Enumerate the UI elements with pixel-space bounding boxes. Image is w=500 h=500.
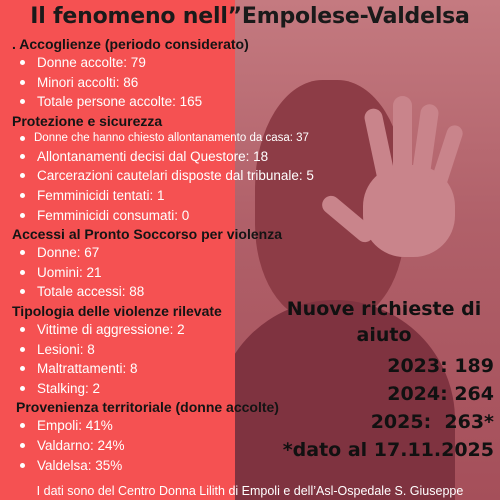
- section-heading: Protezione e sicurezza: [12, 112, 163, 129]
- source-footer: I dati sono del Centro Donna Lilith di Empoli e dell’Asl-Ospedale S. Giuseppe: [36, 484, 464, 498]
- requests-note: *dato al 17.11.2025: [282, 439, 494, 461]
- help-requests-title: Nuove richieste di aiuto: [286, 298, 482, 346]
- page-title: Il fenomeno nell”Empolese-Valdelsa: [30, 4, 470, 29]
- list-item: Femminicidi consumati: 0: [20, 206, 412, 226]
- list-item: Valdarno: 24%: [20, 436, 412, 456]
- help-requests-box: [274, 296, 494, 464]
- list-item: Vittime di aggressione: 2: [20, 320, 412, 340]
- list-item: Uomini: 21: [20, 263, 412, 283]
- list-item: Donne accolte: 79: [20, 53, 412, 73]
- bullet-list: [12, 243, 412, 302]
- section-heading: Accessi al Pronto Soccorso per violenza: [12, 226, 282, 243]
- bullet-list: [12, 130, 412, 225]
- requests-2025: 2025: 263*: [370, 411, 494, 433]
- list-item: Allontanamenti decisi dal Questore: 18: [20, 147, 412, 167]
- requests-2023: 2023: 189: [387, 355, 494, 377]
- list-item: Donne: 67: [20, 243, 412, 263]
- list-item: Donne che hanno chiesto allontanamento da casa: 37: [20, 130, 412, 147]
- section-heading: Provenienza territoriale (donne accolte): [16, 399, 279, 416]
- section-pronto-soccorso: [12, 225, 412, 302]
- list-item: Carcerazioni cautelari disposte dal tribunale: 5: [20, 166, 412, 186]
- list-item: Femminicidi tentati: 1: [20, 186, 412, 206]
- list-item: Valdelsa: 35%: [20, 456, 412, 476]
- list-item: Minori accolti: 86: [20, 73, 412, 93]
- section-protezione: [12, 112, 412, 225]
- bullet-list: [12, 53, 412, 112]
- list-item: Maltrattamenti: 8: [20, 359, 412, 379]
- list-item: Totale persone accolte: 165: [20, 92, 412, 112]
- section-accoglienze: [12, 35, 412, 112]
- requests-2024: 2024: 264: [387, 383, 494, 405]
- section-heading: . Accoglienze (periodo considerato): [12, 36, 249, 52]
- section-heading: Tipologia delle violenze rilevate: [12, 302, 222, 319]
- list-item: Stalking: 2: [20, 379, 412, 399]
- list-item: Lesioni: 8: [20, 340, 412, 360]
- list-item: Empoli: 41%: [20, 416, 412, 436]
- list-item: Totale accessi: 88: [20, 282, 412, 302]
